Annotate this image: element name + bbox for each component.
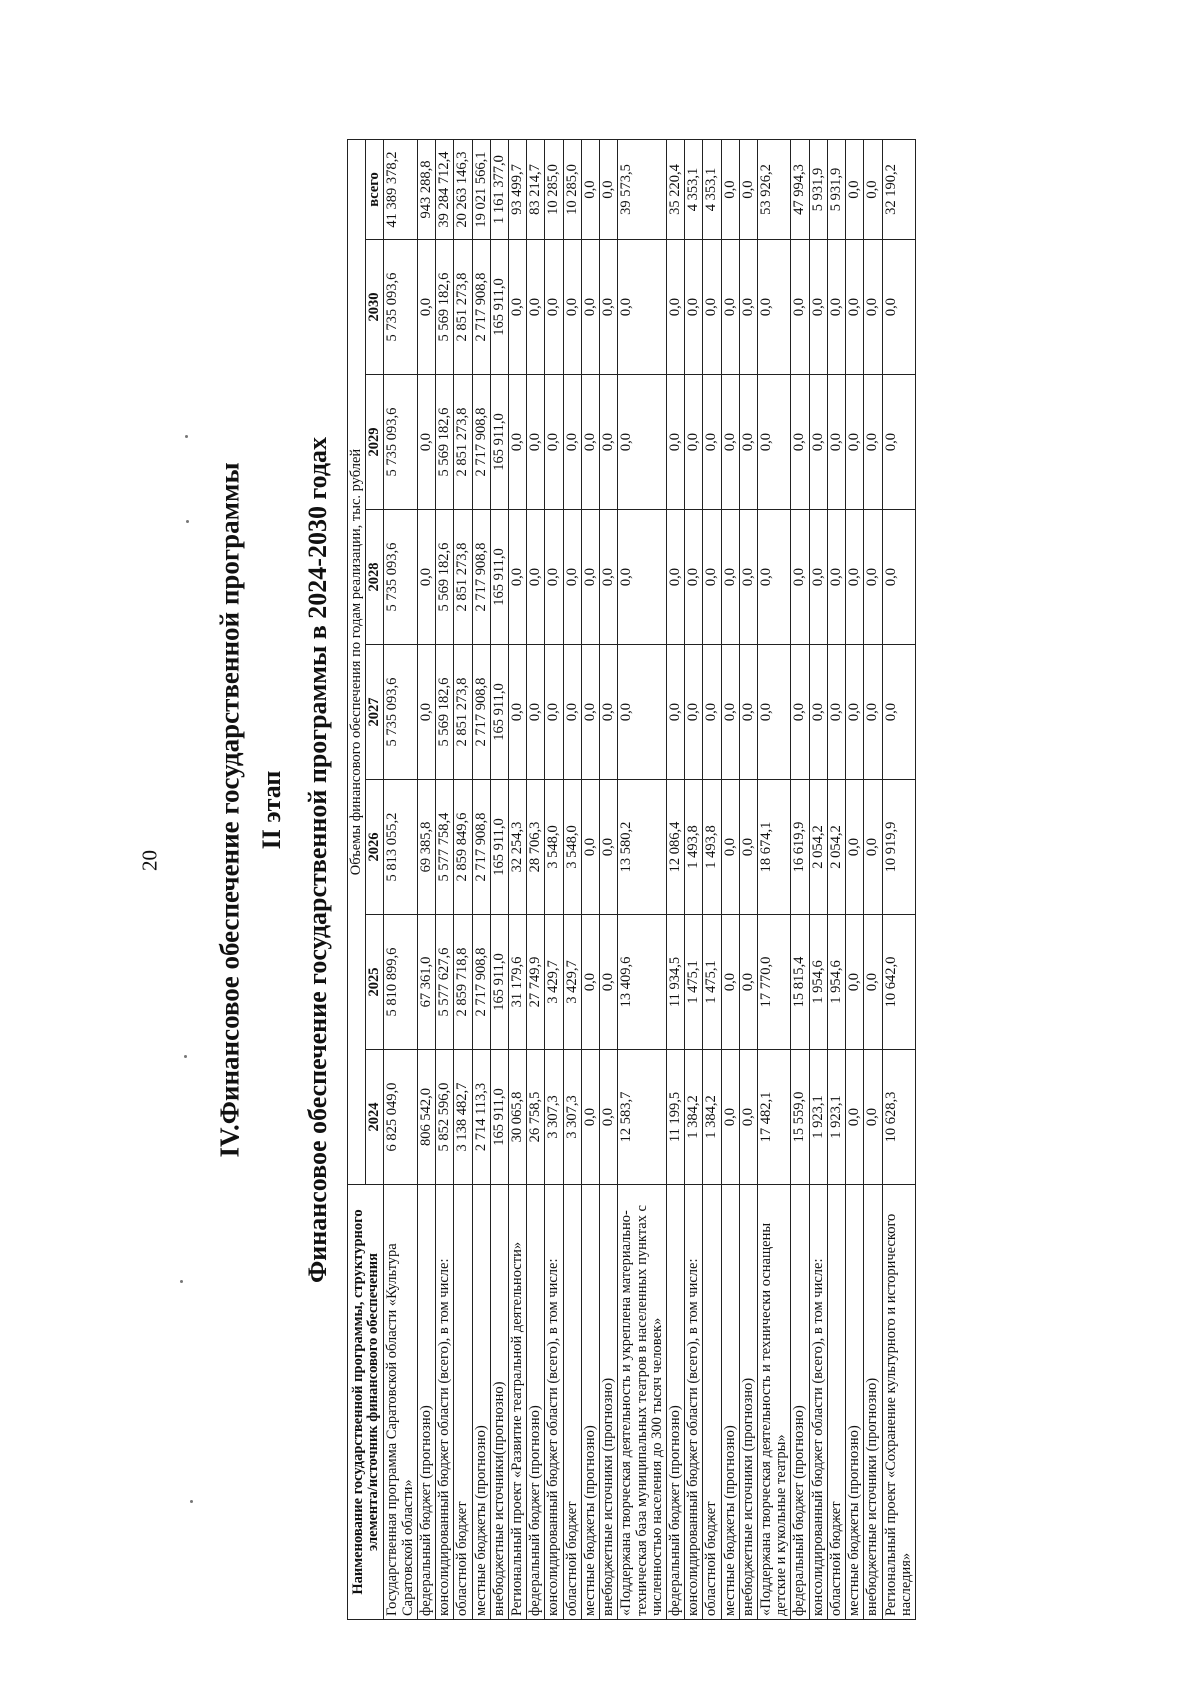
row-year-value: 0,0	[508, 645, 526, 780]
row-year-value: 0,0	[508, 375, 526, 510]
row-total-value: 0,0	[581, 139, 599, 239]
row-year-value: 0,0	[545, 240, 563, 375]
row-year-value: 0,0	[846, 510, 864, 645]
scan-speck	[180, 1280, 183, 1283]
row-year-value: 0,0	[666, 510, 684, 645]
row-name: «Поддержана творческая деятельность и укреплена материально-техническая база муниципальных театров в населенных пунктах с численностью населения до 300 тысяч человек»	[618, 1185, 667, 1620]
row-name: федеральный бюджет (прогнозно)	[791, 1185, 809, 1620]
row-year-value: 165 911,0	[490, 375, 508, 510]
table-row	[864, 139, 882, 1619]
row-year-value: 5 735 093,6	[384, 645, 417, 780]
row-name: консолидированный бюджет области (всего), в том числе:	[436, 1185, 454, 1620]
table-row	[417, 139, 435, 1619]
row-year-value: 0,0	[685, 510, 703, 645]
row-total-value: 1 161 377,0	[490, 139, 508, 239]
table-row	[384, 139, 417, 1619]
row-year-value: 0,0	[882, 510, 915, 645]
row-year-value: 0,0	[721, 1050, 739, 1185]
table-body	[384, 139, 916, 1619]
row-year-value: 0,0	[827, 240, 845, 375]
row-total-value: 53 926,2	[758, 139, 791, 239]
row-name: местные бюджеты (прогнозно)	[472, 1185, 490, 1620]
row-year-value: 3 307,3	[545, 1050, 563, 1185]
year-header: 2026	[366, 780, 384, 915]
row-total-value: 39 284 712,4	[436, 139, 454, 239]
row-year-value: 165 911,0	[490, 510, 508, 645]
row-year-value: 0,0	[685, 240, 703, 375]
row-name: Региональный проект «Сохранение культурного и исторического наследия»	[882, 1185, 915, 1620]
row-year-value: 165 911,0	[490, 240, 508, 375]
row-name: внебюджетные источники (прогнозно)	[739, 1185, 757, 1620]
scan-speck	[186, 520, 189, 523]
row-total-value: 83 214,7	[527, 139, 545, 239]
row-year-value: 0,0	[563, 645, 581, 780]
row-total-value: 943 288,8	[417, 139, 435, 239]
row-year-value: 27 749,9	[527, 915, 545, 1050]
row-year-value: 5 810 899,6	[384, 915, 417, 1050]
row-total-value: 35 220,4	[666, 139, 684, 239]
row-year-value: 0,0	[864, 510, 882, 645]
row-name: областной бюджет	[703, 1185, 721, 1620]
row-year-value: 2 717 908,8	[472, 645, 490, 780]
row-year-value: 0,0	[581, 1050, 599, 1185]
row-year-value: 0,0	[600, 915, 618, 1050]
row-year-value: 2 851 273,8	[454, 240, 472, 375]
table-row	[472, 139, 490, 1619]
financing-table-container	[347, 140, 1027, 1620]
row-year-value: 0,0	[563, 240, 581, 375]
row-year-value: 0,0	[618, 240, 667, 375]
row-year-value: 0,0	[600, 645, 618, 780]
row-year-value: 2 851 273,8	[454, 645, 472, 780]
total-header: всего	[366, 139, 384, 239]
table-row	[685, 139, 703, 1619]
stage-title: II этап	[257, 770, 286, 850]
row-year-value: 0,0	[685, 645, 703, 780]
row-name: федеральный бюджет (прогнозно)	[417, 1185, 435, 1620]
row-year-value: 0,0	[758, 375, 791, 510]
row-year-value: 0,0	[721, 240, 739, 375]
year-header: 2025	[366, 915, 384, 1050]
row-year-value: 5 735 093,6	[384, 375, 417, 510]
row-year-value: 0,0	[581, 780, 599, 915]
row-name: областной бюджет	[454, 1185, 472, 1620]
row-year-value: 165 911,0	[490, 915, 508, 1050]
row-year-value: 0,0	[721, 375, 739, 510]
row-year-value: 0,0	[703, 240, 721, 375]
row-year-value: 13 409,6	[618, 915, 667, 1050]
row-year-value: 0,0	[846, 240, 864, 375]
row-total-value: 10 285,0	[563, 139, 581, 239]
row-name: областной бюджет	[563, 1185, 581, 1620]
row-name: консолидированный бюджет области (всего), в том числе:	[685, 1185, 703, 1620]
row-name: федеральный бюджет (прогнозно)	[527, 1185, 545, 1620]
row-year-value: 0,0	[703, 645, 721, 780]
row-year-value: 0,0	[864, 1050, 882, 1185]
row-year-value: 0,0	[846, 645, 864, 780]
row-total-value: 0,0	[864, 139, 882, 239]
row-year-value: 10 628,3	[882, 1050, 915, 1185]
row-year-value: 5 735 093,6	[384, 240, 417, 375]
table-row	[666, 139, 684, 1619]
row-total-value: 10 285,0	[545, 139, 563, 239]
row-year-value: 0,0	[758, 645, 791, 780]
table-row	[618, 139, 667, 1619]
row-year-value: 165 911,0	[490, 1050, 508, 1185]
row-year-value: 1 954,6	[809, 915, 827, 1050]
row-year-value: 0,0	[600, 780, 618, 915]
row-year-value: 30 065,8	[508, 1050, 526, 1185]
row-year-value: 0,0	[758, 240, 791, 375]
row-year-value: 2 717 908,8	[472, 915, 490, 1050]
row-name: федеральный бюджет (прогнозно)	[666, 1185, 684, 1620]
table-header-row	[348, 139, 366, 1619]
row-year-value: 2 851 273,8	[454, 510, 472, 645]
year-header: 2028	[366, 510, 384, 645]
row-year-value: 0,0	[882, 375, 915, 510]
row-year-value: 0,0	[600, 375, 618, 510]
row-year-value: 0,0	[545, 375, 563, 510]
row-year-value: 0,0	[846, 780, 864, 915]
table-caption: Финансовое обеспечение государственной программы в 2024-2030 годах	[303, 436, 332, 1284]
row-name: консолидированный бюджет области (всего), в том числе:	[809, 1185, 827, 1620]
row-year-value: 0,0	[618, 375, 667, 510]
row-year-value: 0,0	[846, 375, 864, 510]
row-year-value: 0,0	[600, 240, 618, 375]
row-year-value: 0,0	[827, 645, 845, 780]
row-year-value: 0,0	[791, 240, 809, 375]
row-year-value: 0,0	[581, 510, 599, 645]
name-column-header: Наименование государственной программы, структурного элемента/источник финансового обеспечения	[348, 1185, 384, 1620]
row-year-value: 3 138 482,7	[454, 1050, 472, 1185]
section-title: IV.Финансовое обеспечение государственной программы	[214, 462, 245, 1158]
row-year-value: 1 475,1	[703, 915, 721, 1050]
row-year-value: 0,0	[739, 915, 757, 1050]
row-year-value: 16 619,9	[791, 780, 809, 915]
table-row	[508, 139, 526, 1619]
table-row	[527, 139, 545, 1619]
table-row	[454, 139, 472, 1619]
row-year-value: 1 493,8	[685, 780, 703, 915]
row-year-value: 0,0	[666, 645, 684, 780]
row-total-value: 0,0	[739, 139, 757, 239]
row-year-value: 13 580,2	[618, 780, 667, 915]
row-year-value: 0,0	[527, 240, 545, 375]
row-year-value: 0,0	[703, 375, 721, 510]
row-year-value: 0,0	[846, 915, 864, 1050]
row-year-value: 0,0	[508, 240, 526, 375]
row-year-value: 0,0	[809, 510, 827, 645]
scan-speck	[185, 435, 188, 438]
row-year-value: 67 361,0	[417, 915, 435, 1050]
row-year-value: 3 307,3	[563, 1050, 581, 1185]
row-year-value: 2 717 908,8	[472, 240, 490, 375]
year-header: 2030	[366, 240, 384, 375]
row-total-value: 4 353,1	[685, 139, 703, 239]
row-name: внебюджетные источники(прогнозно)	[490, 1185, 508, 1620]
row-year-value: 0,0	[527, 645, 545, 780]
table-row	[739, 139, 757, 1619]
row-year-value: 5 569 182,6	[436, 645, 454, 780]
table-row	[827, 139, 845, 1619]
row-year-value: 26 758,5	[527, 1050, 545, 1185]
row-year-value: 0,0	[527, 510, 545, 645]
row-year-value: 3 548,0	[563, 780, 581, 915]
row-year-value: 0,0	[721, 915, 739, 1050]
scan-speck	[190, 1500, 193, 1503]
row-year-value: 3 429,7	[563, 915, 581, 1050]
row-year-value: 0,0	[581, 240, 599, 375]
row-year-value: 0,0	[527, 375, 545, 510]
row-year-value: 69 385,8	[417, 780, 435, 915]
row-year-value: 1 954,6	[827, 915, 845, 1050]
year-header: 2024	[366, 1050, 384, 1185]
table-row	[490, 139, 508, 1619]
row-year-value: 0,0	[666, 240, 684, 375]
row-total-value: 5 931,9	[827, 139, 845, 239]
row-year-value: 15 559,0	[791, 1050, 809, 1185]
row-year-value: 0,0	[703, 510, 721, 645]
row-year-value: 5 569 182,6	[436, 240, 454, 375]
row-year-value: 0,0	[864, 645, 882, 780]
row-year-value: 1 923,1	[827, 1050, 845, 1185]
row-year-value: 0,0	[827, 510, 845, 645]
row-name: местные бюджеты (прогнозно)	[581, 1185, 599, 1620]
row-year-value: 0,0	[563, 375, 581, 510]
row-year-value: 11 199,5	[666, 1050, 684, 1185]
row-total-value: 39 573,5	[618, 139, 667, 239]
row-year-value: 0,0	[739, 240, 757, 375]
row-year-value: 2 717 908,8	[472, 375, 490, 510]
table-row	[846, 139, 864, 1619]
row-total-value: 32 190,2	[882, 139, 915, 239]
row-total-value: 0,0	[721, 139, 739, 239]
row-year-value: 0,0	[739, 510, 757, 645]
row-year-value: 165 911,0	[490, 645, 508, 780]
row-year-value: 0,0	[721, 645, 739, 780]
row-year-value: 11 934,5	[666, 915, 684, 1050]
row-year-value: 6 825 049,0	[384, 1050, 417, 1185]
table-row	[882, 139, 915, 1619]
table-row	[791, 139, 809, 1619]
row-year-value: 0,0	[864, 780, 882, 915]
row-year-value: 0,0	[721, 510, 739, 645]
row-year-value: 18 674,1	[758, 780, 791, 915]
row-year-value: 3 548,0	[545, 780, 563, 915]
table-row	[545, 139, 563, 1619]
row-year-value: 2 054,2	[827, 780, 845, 915]
row-year-value: 0,0	[864, 375, 882, 510]
row-year-value: 0,0	[581, 645, 599, 780]
row-name: консолидированный бюджет области (всего), в том числе:	[545, 1185, 563, 1620]
row-year-value: 0,0	[791, 510, 809, 645]
row-year-value: 5 813 055,2	[384, 780, 417, 915]
row-year-value: 0,0	[581, 915, 599, 1050]
row-year-value: 0,0	[618, 645, 667, 780]
scan-speck	[184, 1055, 187, 1058]
row-year-value: 17 482,1	[758, 1050, 791, 1185]
table-row	[563, 139, 581, 1619]
row-name: местные бюджеты (прогнозно)	[846, 1185, 864, 1620]
row-year-value: 0,0	[882, 240, 915, 375]
row-total-value: 19 021 566,1	[472, 139, 490, 239]
row-year-value: 3 429,7	[545, 915, 563, 1050]
row-year-value: 1 384,2	[703, 1050, 721, 1185]
row-year-value: 0,0	[791, 645, 809, 780]
row-year-value: 165 911,0	[490, 780, 508, 915]
row-year-value: 0,0	[417, 510, 435, 645]
row-year-value: 0,0	[809, 240, 827, 375]
financing-table	[347, 139, 916, 1620]
year-header: 2029	[366, 375, 384, 510]
row-year-value: 0,0	[864, 240, 882, 375]
row-year-value: 1 475,1	[685, 915, 703, 1050]
row-year-value: 5 735 093,6	[384, 510, 417, 645]
row-year-value: 28 706,3	[527, 780, 545, 915]
table-row	[758, 139, 791, 1619]
row-year-value: 0,0	[417, 240, 435, 375]
row-year-value: 5 569 182,6	[436, 375, 454, 510]
table-row	[436, 139, 454, 1619]
row-name: местные бюджеты (прогнозно)	[721, 1185, 739, 1620]
row-year-value: 0,0	[739, 375, 757, 510]
row-year-value: 1 384,2	[685, 1050, 703, 1185]
row-total-value: 93 499,7	[508, 139, 526, 239]
row-total-value: 47 994,3	[791, 139, 809, 239]
row-year-value: 2 714 113,3	[472, 1050, 490, 1185]
row-name: областной бюджет	[827, 1185, 845, 1620]
row-total-value: 4 353,1	[703, 139, 721, 239]
volume-header: Объемы финансового обеспечения по годам реализации, тыс. рублей	[348, 139, 366, 1184]
row-year-value: 0,0	[739, 780, 757, 915]
row-name: внебюджетные источники (прогнозно)	[600, 1185, 618, 1620]
row-year-value: 0,0	[685, 375, 703, 510]
row-year-value: 2 054,2	[809, 780, 827, 915]
row-year-value: 17 770,0	[758, 915, 791, 1050]
row-year-value: 0,0	[563, 510, 581, 645]
row-total-value: 0,0	[846, 139, 864, 239]
row-year-value: 15 815,4	[791, 915, 809, 1050]
row-year-value: 2 859 718,8	[454, 915, 472, 1050]
row-name: Региональный проект «Развитие театральной деятельности»	[508, 1185, 526, 1620]
row-year-value: 10 642,0	[882, 915, 915, 1050]
table-row	[703, 139, 721, 1619]
row-year-value: 10 919,9	[882, 780, 915, 915]
row-year-value: 0,0	[791, 375, 809, 510]
table-row	[600, 139, 618, 1619]
table-row	[809, 139, 827, 1619]
row-year-value: 5 577 627,6	[436, 915, 454, 1050]
table-row	[721, 139, 739, 1619]
row-year-value: 0,0	[600, 510, 618, 645]
row-year-value: 5 852 596,0	[436, 1050, 454, 1185]
table-row	[581, 139, 599, 1619]
row-year-value: 0,0	[417, 645, 435, 780]
row-year-value: 0,0	[545, 645, 563, 780]
row-year-value: 32 254,3	[508, 780, 526, 915]
year-header: 2027	[366, 645, 384, 780]
row-year-value: 0,0	[809, 375, 827, 510]
row-total-value: 41 389 378,2	[384, 139, 417, 239]
row-year-value: 2 859 849,6	[454, 780, 472, 915]
row-year-value: 5 569 182,6	[436, 510, 454, 645]
row-year-value: 12 086,4	[666, 780, 684, 915]
row-total-value: 20 263 146,3	[454, 139, 472, 239]
row-name: внебюджетные источники (прогнозно)	[864, 1185, 882, 1620]
row-year-value: 1 493,8	[703, 780, 721, 915]
row-year-value: 0,0	[864, 915, 882, 1050]
row-total-value: 5 931,9	[809, 139, 827, 239]
row-year-value: 2 717 908,8	[472, 510, 490, 645]
row-year-value: 0,0	[758, 510, 791, 645]
row-year-value: 2 851 273,8	[454, 375, 472, 510]
row-year-value: 0,0	[508, 510, 526, 645]
row-year-value: 0,0	[809, 645, 827, 780]
row-year-value: 0,0	[417, 375, 435, 510]
row-year-value: 2 717 908,8	[472, 780, 490, 915]
row-year-value: 0,0	[846, 1050, 864, 1185]
row-total-value: 0,0	[600, 139, 618, 239]
row-year-value: 5 577 758,4	[436, 780, 454, 915]
row-year-value: 0,0	[600, 1050, 618, 1185]
row-year-value: 0,0	[618, 510, 667, 645]
row-name: «Поддержана творческая деятельность и технически оснащены детские и кукольные театры»	[758, 1185, 791, 1620]
row-year-value: 0,0	[882, 645, 915, 780]
row-name: Государственная программа Саратовской области «Культура Саратовской области»	[384, 1185, 417, 1620]
row-year-value: 806 542,0	[417, 1050, 435, 1185]
row-year-value: 0,0	[666, 375, 684, 510]
row-year-value: 0,0	[545, 510, 563, 645]
row-year-value: 1 923,1	[809, 1050, 827, 1185]
row-year-value: 0,0	[739, 1050, 757, 1185]
row-year-value: 12 583,7	[618, 1050, 667, 1185]
row-year-value: 0,0	[581, 375, 599, 510]
row-year-value: 0,0	[739, 645, 757, 780]
page-number: 20	[137, 850, 162, 871]
row-year-value: 0,0	[827, 375, 845, 510]
row-year-value: 31 179,6	[508, 915, 526, 1050]
row-year-value: 0,0	[721, 780, 739, 915]
